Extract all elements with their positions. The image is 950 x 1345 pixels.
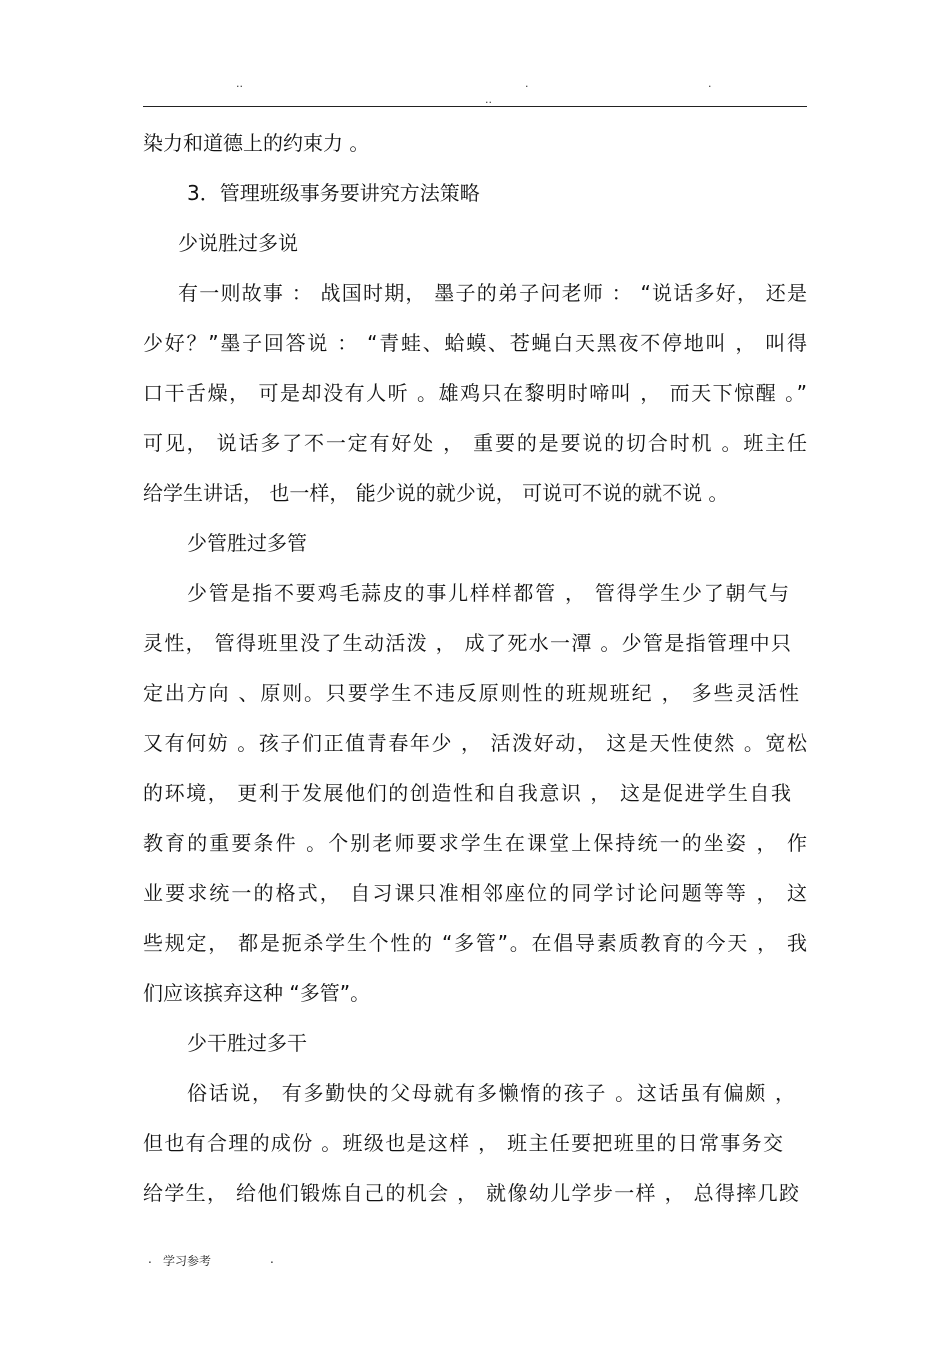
text-line-18: 们应该摈弃这种 “多管”。 [143,981,371,1005]
text-line-15: 教育的重要条件 。个别老师要求学生在课堂上保持统一的坐姿 ， 作 [143,831,807,855]
text-line-7: 可见， 说话多了不一定有好处 ， 重要的是要说的切合时机 。班主任 [143,431,807,455]
text-line-4: 有一则故事 ： 战国时期， 墨子的弟子问老师 ： “说话多好， 还是 [178,281,807,305]
text-line-1: 染力和道德上的约束力 。 [143,131,370,155]
text-line-16: 业要求统一的格式， 自习课只准相邻座位的同学讨论问题等等 ， 这 [143,881,807,905]
text-line-22: 给学生， 给他们锻炼自己的机会 ， 就像幼儿学步一样 ， 总得摔几跤 [143,1181,799,1205]
footer-right-dot: . [270,1252,274,1266]
text-line-12: 定出方向 、原则。只要学生不违反原则性的班规班纪 ， 多些灵活性 [143,681,799,705]
header-mark-3: . [708,77,712,90]
text-line-13: 又有何妨 。孩子们正值青春年少 ， 活泼好动， 这是天性使然 。宽松 [143,731,807,755]
section-heading: 3．管理班级事务要讲究方法策略 [187,181,480,205]
subheading-manage-less: 少管胜过多管 [187,531,307,555]
text-line-14: 的环境， 更利于发展他们的创造性和自我意识 ， 这是促进学生自我 [143,781,791,805]
header-mark-4: .. [485,93,492,106]
subheading-speak-less: 少说胜过多说 [178,231,298,255]
header-mark-2: . [525,77,529,90]
text-line-11: 灵性， 管得班里没了生动活泼 ， 成了死水一潭 。少管是指管理中只 [143,631,791,655]
text-line-10: 少管是指不要鸡毛蒜皮的事儿样样都管 ， 管得学生少了朝气与 [187,581,789,605]
text-line-21: 但也有合理的成份 。班级也是这样 ， 班主任要把班里的日常事务交 [143,1131,783,1155]
text-line-20: 俗话说， 有多勤快的父母就有多懒惰的孩子 。这话虽有偏颇 ， [187,1081,795,1105]
text-line-6: 口干舌燥， 可是却没有人听 。雄鸡只在黎明时啼叫 ， 而天下惊醒 。” [143,381,807,405]
footer-label: 学习参考 [163,1254,212,1268]
footer-left-dot: . [148,1252,152,1266]
subheading-do-less: 少干胜过多干 [187,1031,307,1055]
text-line-17: 些规定， 都是扼杀学生个性的 “多管”。在倡导素质教育的今天 ， 我 [143,931,807,955]
text-line-8: 给学生讲话， 也一样， 能少说的就少说， 可说可不说的就不说 。 [143,481,729,505]
header-rule [143,106,807,107]
text-line-5: 少好？”墨子回答说 ： “青蛙、蛤蟆、苍蝇白天黑夜不停地叫 ， 叫得 [143,331,807,355]
header-mark-1: .. [236,77,243,90]
